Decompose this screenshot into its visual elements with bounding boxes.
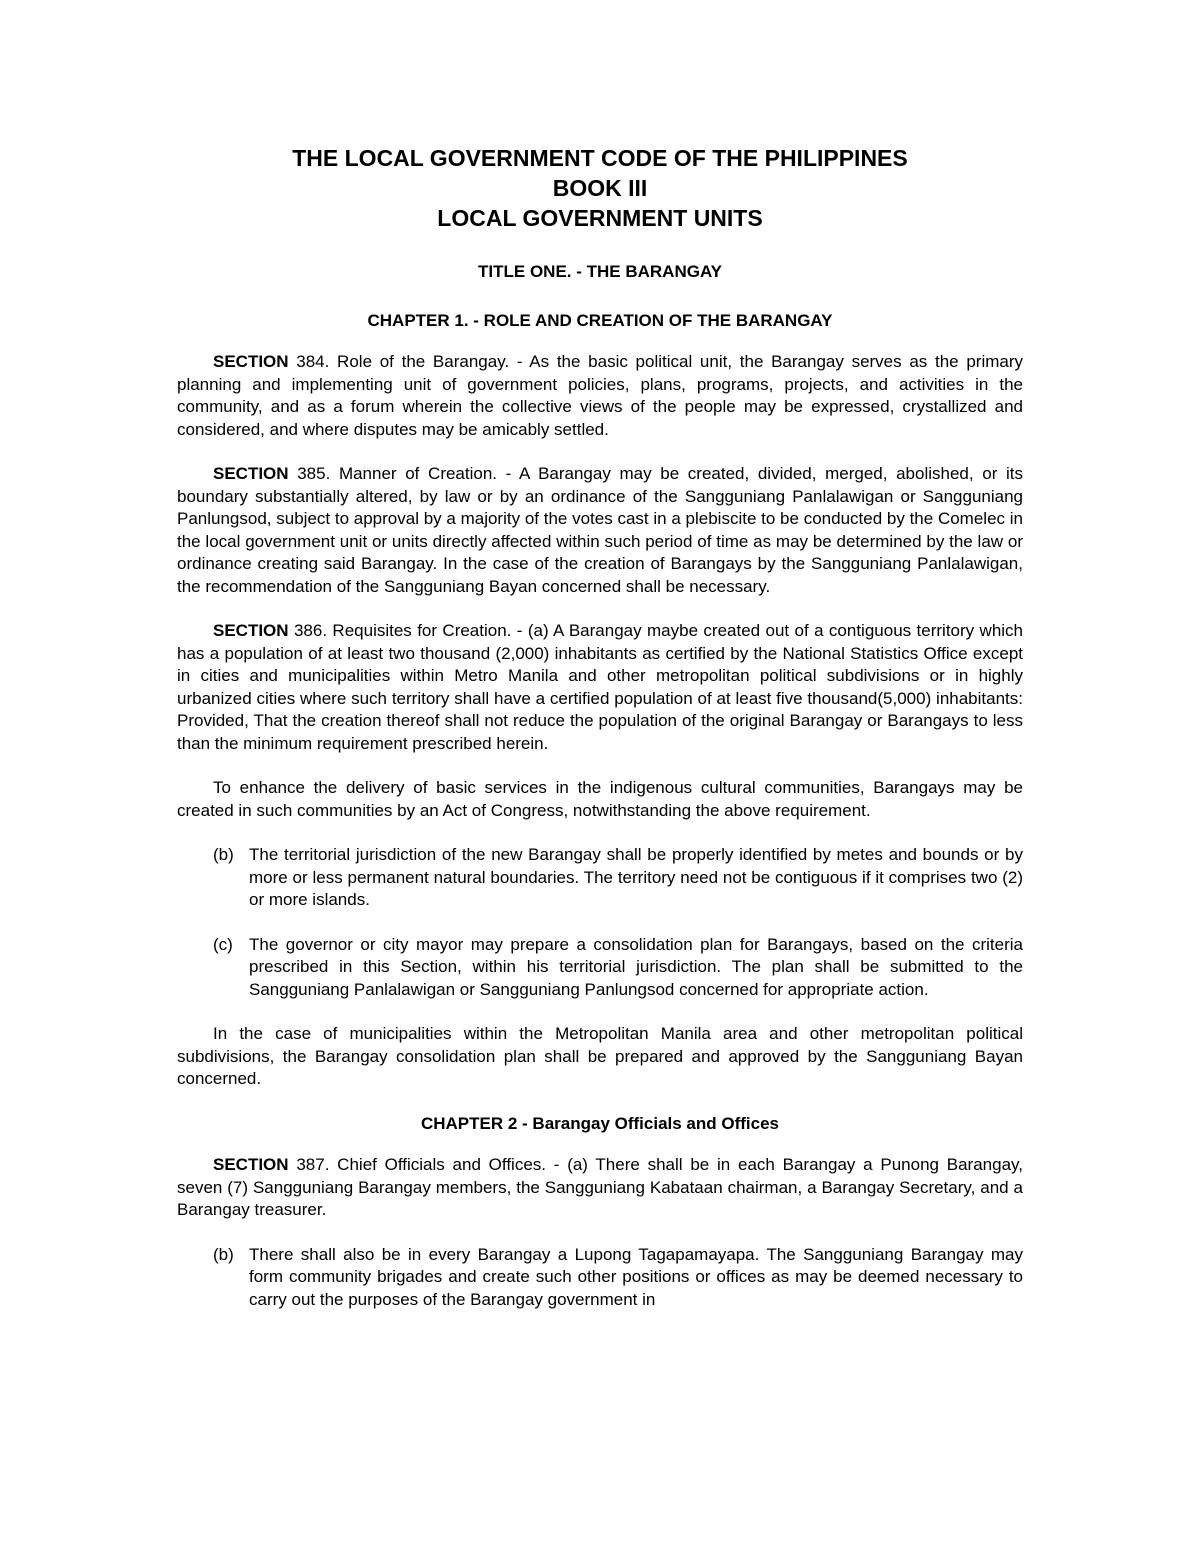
section-text: Role of the Barangay. - As the basic political unit, the Barangay serves as the primary planning and implementing unit of government policies, plans, programs, projects, and activities in the community, and as a forum wherein the collective views of the people may be expressed, crystallized and considered, and where disputes may be amicably settled. — [177, 352, 1023, 439]
section-text: Manner of Creation. - A Barangay may be created, divided, merged, abolished, or its boundary substantially altered, by law or by an ordinance of the Sangguniang Panlalawigan or Sangguniang Panlungsod, subject to approval by a majority of the votes cast in a plebiscite to be conducted by the Comelec in the local government unit or units directly affected within such period of time as may be determined by the law or ordinance creating said Barangay. In the case of the creation of Barangays by the Sangguniang Panlalawigan, the recommendation of the Sangguniang Bayan concerned shall be necessary. — [177, 464, 1023, 596]
section-384 — [177, 351, 1023, 441]
title-line-book: BOOK III — [552, 175, 648, 201]
chapter-2-heading: CHAPTER 2 - Barangay Officials and Offices — [420, 1113, 780, 1133]
title-line-code: THE LOCAL GOVERNMENT CODE OF THE PHILIPPINES — [292, 145, 908, 171]
title-line-units: LOCAL GOVERNMENT UNITS — [437, 205, 763, 231]
section-keyword: SECTION — [213, 352, 289, 371]
section-keyword: SECTION — [213, 464, 289, 483]
title-one-heading: TITLE ONE. - THE BARANGAY — [478, 262, 722, 281]
section-number: 384. — [288, 352, 330, 371]
chapter-1-heading: CHAPTER 1. - ROLE AND CREATION OF THE BARANGAY — [367, 310, 833, 330]
section-386 — [177, 620, 1023, 755]
section-keyword: SECTION — [213, 621, 289, 640]
list-item-text: There shall also be in every Barangay a Lupong Tagapamayapa. The Sangguniang Barangay may form community brigades and create such other positions or offices as may be deemed necessary to carry out the purposes of the Barangay government in — [249, 1244, 1023, 1309]
section-386-item-b — [177, 844, 1023, 912]
document-page — [177, 0, 1023, 1553]
section-text: Requisites for Creation. - (a) A Barangay maybe created out of a contiguous territory which has a population of at least two thousand (2,000) inhabitants as certified by the National Statistics Office except in cities and municipalities within Metro Manila and other metropolitan political subdivisions or in highly urbanized cities where such territory shall have a certified population of at least five thousand(5,000) inhabitants: Provided, That the creation thereof shall not reduce the population of the original Barangay or Barangays to less than the minimum requirement prescribed herein. — [177, 621, 1024, 753]
list-marker: (b) — [213, 845, 234, 864]
section-number: 386. — [288, 621, 328, 640]
list-item-text: The territorial jurisdiction of the new Barangay shall be properly identified by metes and bounds or by more or less permanent natural boundaries. The territory need not be contiguous if it comprises two (2) or more islands. — [249, 845, 1023, 909]
list-item-text: The governor or city mayor may prepare a consolidation plan for Barangays, based on the criteria prescribed in this Section, within his territorial jurisdiction. The plan shall be submitted to the Sangguniang Panlalawigan or Sangguniang Panlungsod concerned for appropriate action. — [249, 934, 1023, 999]
document-title — [177, 143, 1023, 233]
section-385 — [177, 463, 1023, 598]
section-text: Chief Officials and Offices. - (a) There shall be in each Barangay a Punong Barangay, seven (7) Sangguniang Barangay members, the Sangguniang Kabataan chairman, a Barangay Secretary, and a Barangay treasurer. — [177, 1155, 1023, 1219]
section-keyword: SECTION — [213, 1155, 289, 1174]
section-386-paragraph-3: In the case of municipalities within the Metropolitan Manila area and other metropolitan political subdivisions, the Barangay consolidation plan shall be prepared and approved by the Sangguniang Bayan concerned. — [177, 1024, 1023, 1088]
section-387 — [177, 1154, 1023, 1222]
section-number: 385. — [288, 464, 331, 483]
list-marker: (c) — [213, 934, 233, 954]
section-387-item-b — [177, 1244, 1023, 1312]
section-386-paragraph-2: To enhance the delivery of basic services in the indigenous cultural communities, Barangays may be created in such communities by an Act of Congress, notwithstanding the above requirement. — [177, 778, 1023, 820]
section-number: 387. — [288, 1155, 330, 1174]
list-marker: (b) — [213, 1244, 234, 1264]
section-386-item-c — [177, 934, 1023, 1002]
